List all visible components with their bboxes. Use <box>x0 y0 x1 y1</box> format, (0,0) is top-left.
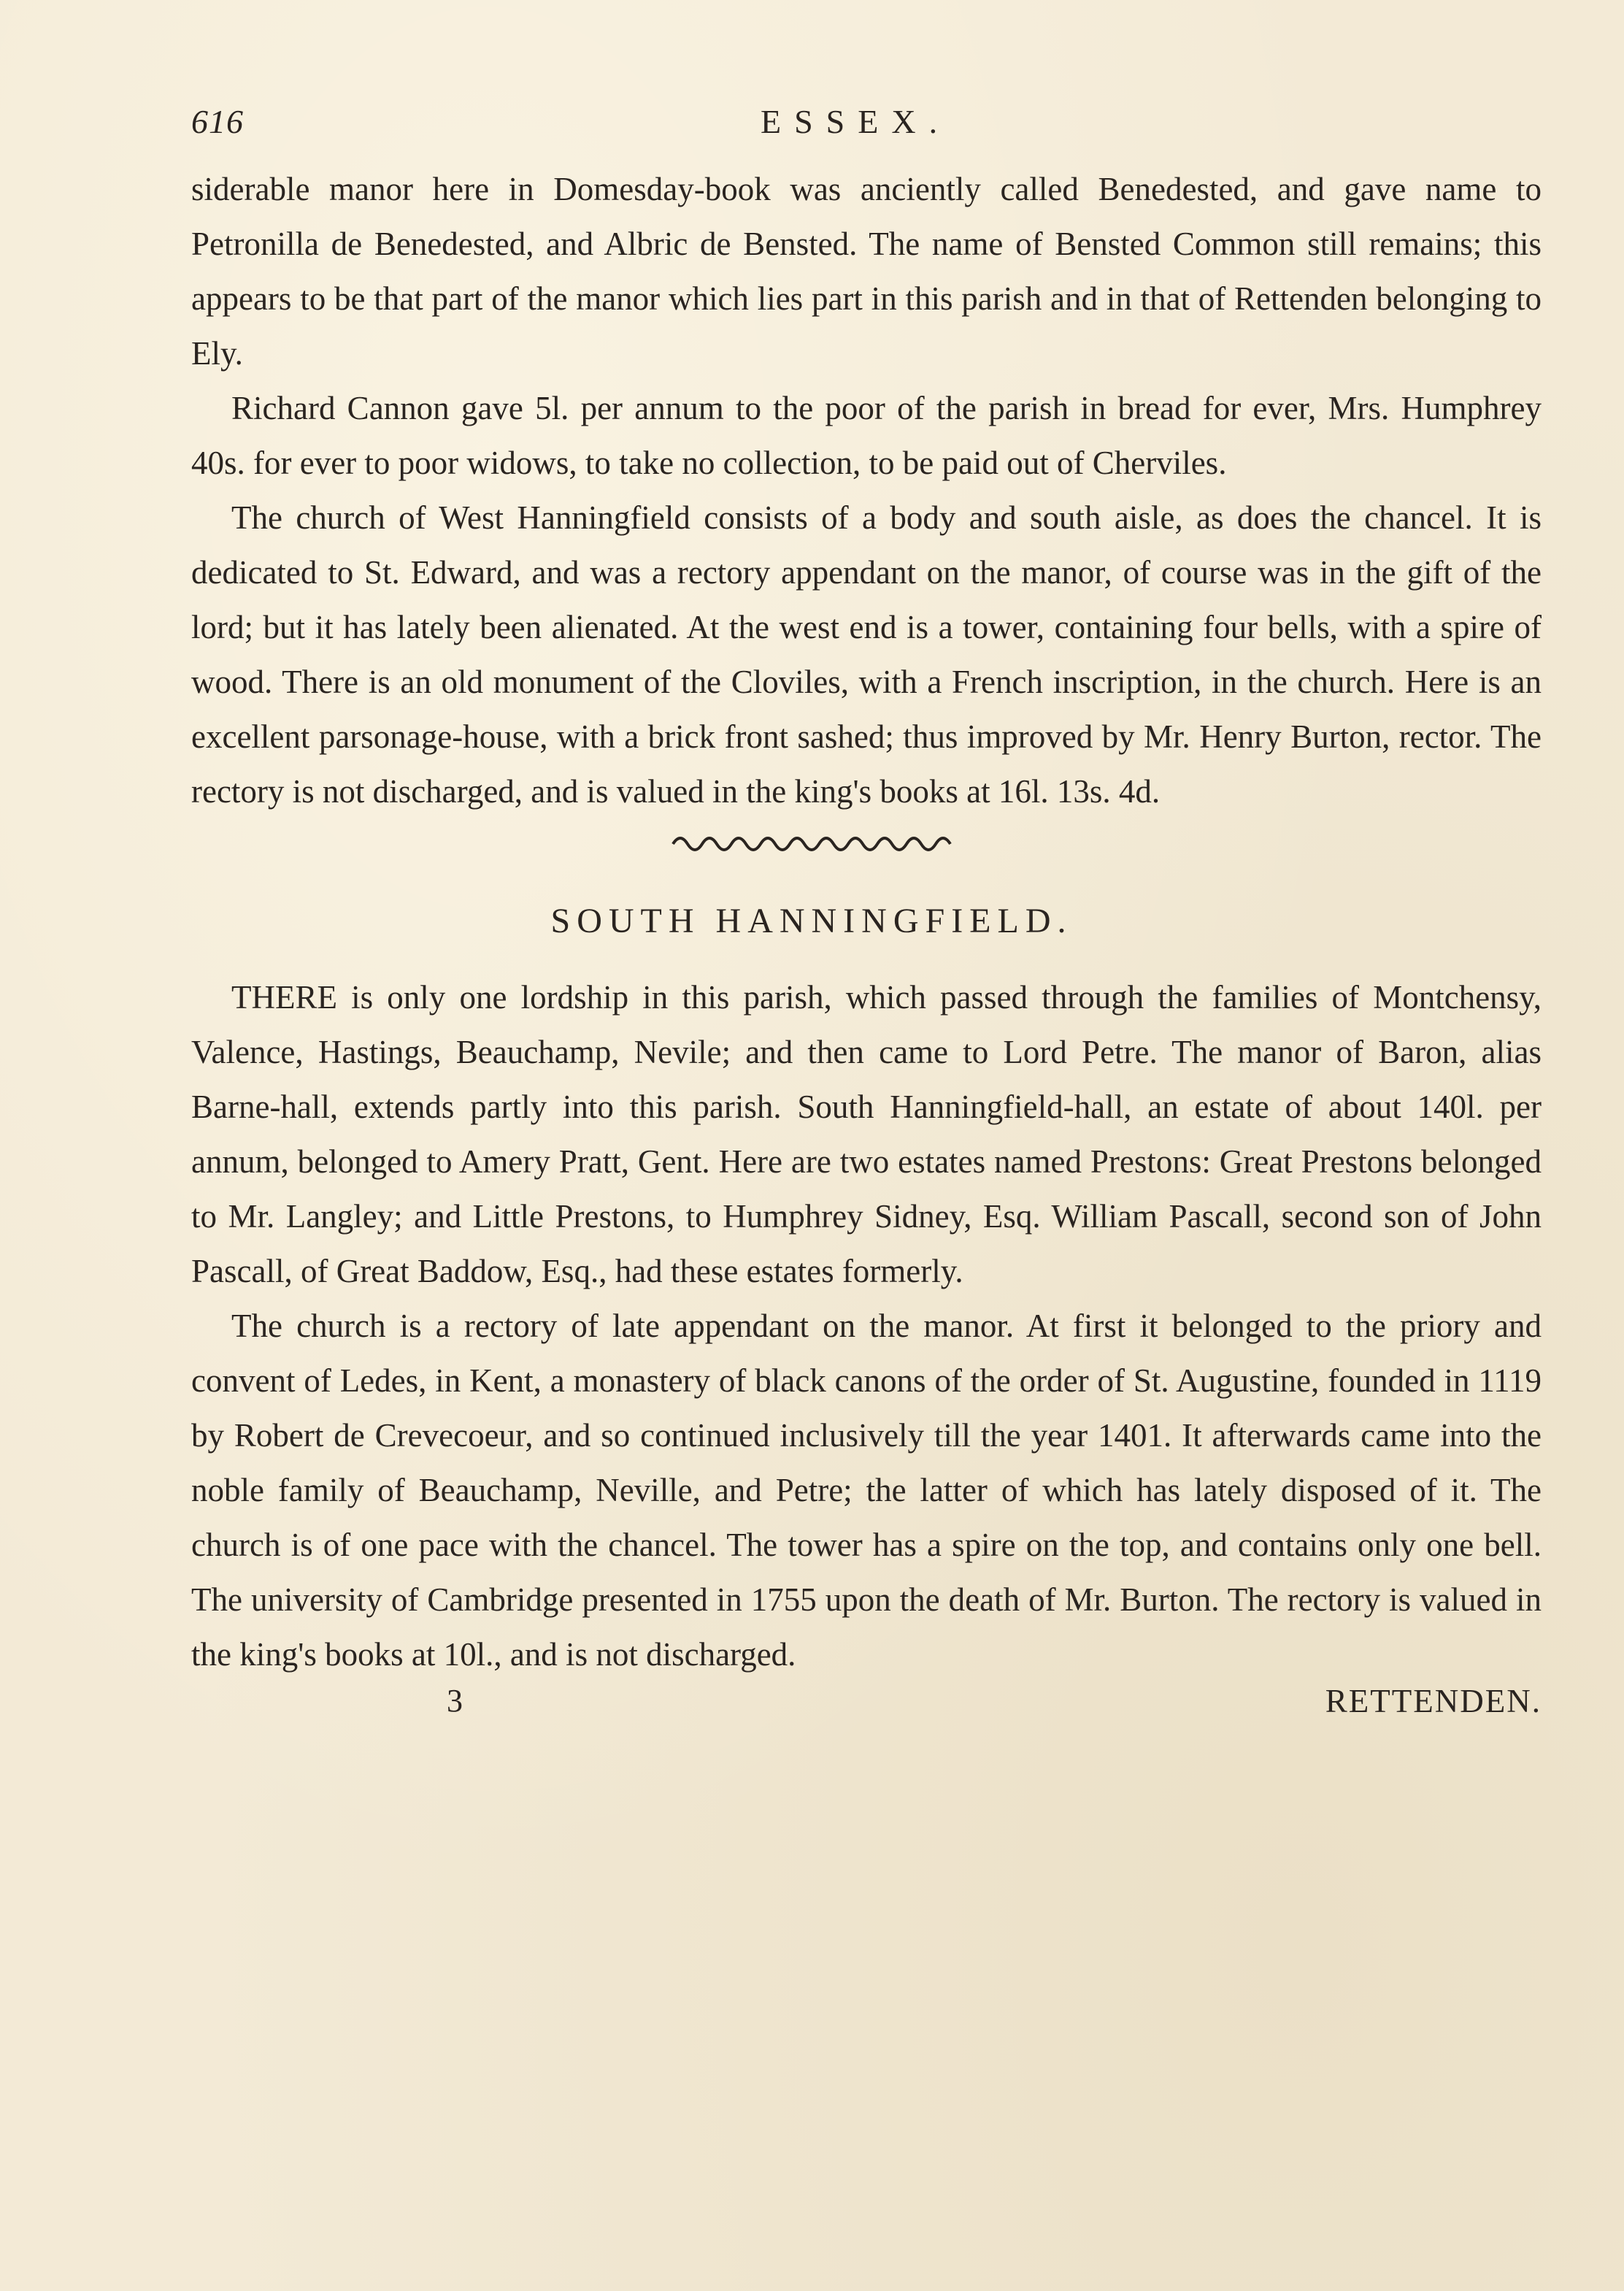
paragraph: Richard Cannon gave 5l. per annum to the poor of the parish in bread for ever, Mrs. Humphrey 40s. for ever to poor widows, to take no collection, to be paid out of Cherviles. <box>191 390 1542 481</box>
paragraph: The church is a rectory of late appendant on the manor. At first it belonged to the priory and convent of Ledes, in Kent, a monastery of black canons of the order of St. Augustine, founded in 1119 by Robert de Crevecoeur, and so continued inclusively till the year 1401. It afterwards came into the noble family of Beauchamp, Neville, and Petre; the latter of which has lately disposed of it. The church is of one pace with the chancel. The tower has a spire on the top, and contains only one bell. The university of Cambridge presented in 1755 upon the death of Mr. Burton. The rectory is valued in the king's books at 10l., and is not discharged. <box>191 1308 1542 1673</box>
paragraph: THERE is only one lordship in this parish, which passed through the families of Montchensy, Valence, Hastings, Beauchamp, Nevile; and then came to Lord Petre. The manor of Baron, alias Barne-hall, extends partly into this parish. South Hanningfield-hall, an estate of about 140l. per annum, belonged to Amery Pratt, Gent. Here are two estates named Prestons: Great Prestons belonged to Mr. Langley; and Little Prestons, to Humphrey Sidney, Esq. William Pascall, second son of John Pascall, of Great Baddow, Esq., had these estates formerly. <box>191 979 1542 1289</box>
section-heading: SOUTH HANNINGFIELD. <box>550 902 1073 940</box>
paragraph: siderable manor here in Domesday-book was anciently called Benedested, and gave name to Petronilla de Benedested, and Albric de Bensted. The name of Bensted Common still remains; this appears to be that part of the manor which lies part in this parish and in that of Rettenden belonging to Ely. <box>191 171 1542 372</box>
running-title: ESSEX. <box>761 103 951 140</box>
catchline <box>191 1682 1542 1737</box>
running-head <box>191 102 1542 153</box>
ornament-icon <box>666 829 958 851</box>
body-text-top <box>191 162 1542 819</box>
book-page <box>191 102 1542 1737</box>
page-number: 616 <box>191 103 244 140</box>
catchword: RETTENDEN. <box>1325 1683 1542 1719</box>
body-text-section <box>191 970 1542 1682</box>
signature-mark: 3 <box>447 1683 463 1719</box>
ornament-divider <box>191 829 1432 859</box>
paragraph: The church of West Hanningfield consists of a body and south aisle, as does the chancel. It is dedicated to St. Edward, and was a rectory appendant on the manor, of course was in the gift of the lord; but it has lately been alienated. At the west end is a tower, containing four bells, with a spire of wood. There is an old monument of the Cloviles, with a French inscription, in the church. Here is an excellent parsonage-house, with a brick front sashed; thus improved by Mr. Henry Burton, rector. The rectory is not discharged, and is valued in the king's books at 16l. 13s. 4d. <box>191 499 1542 810</box>
